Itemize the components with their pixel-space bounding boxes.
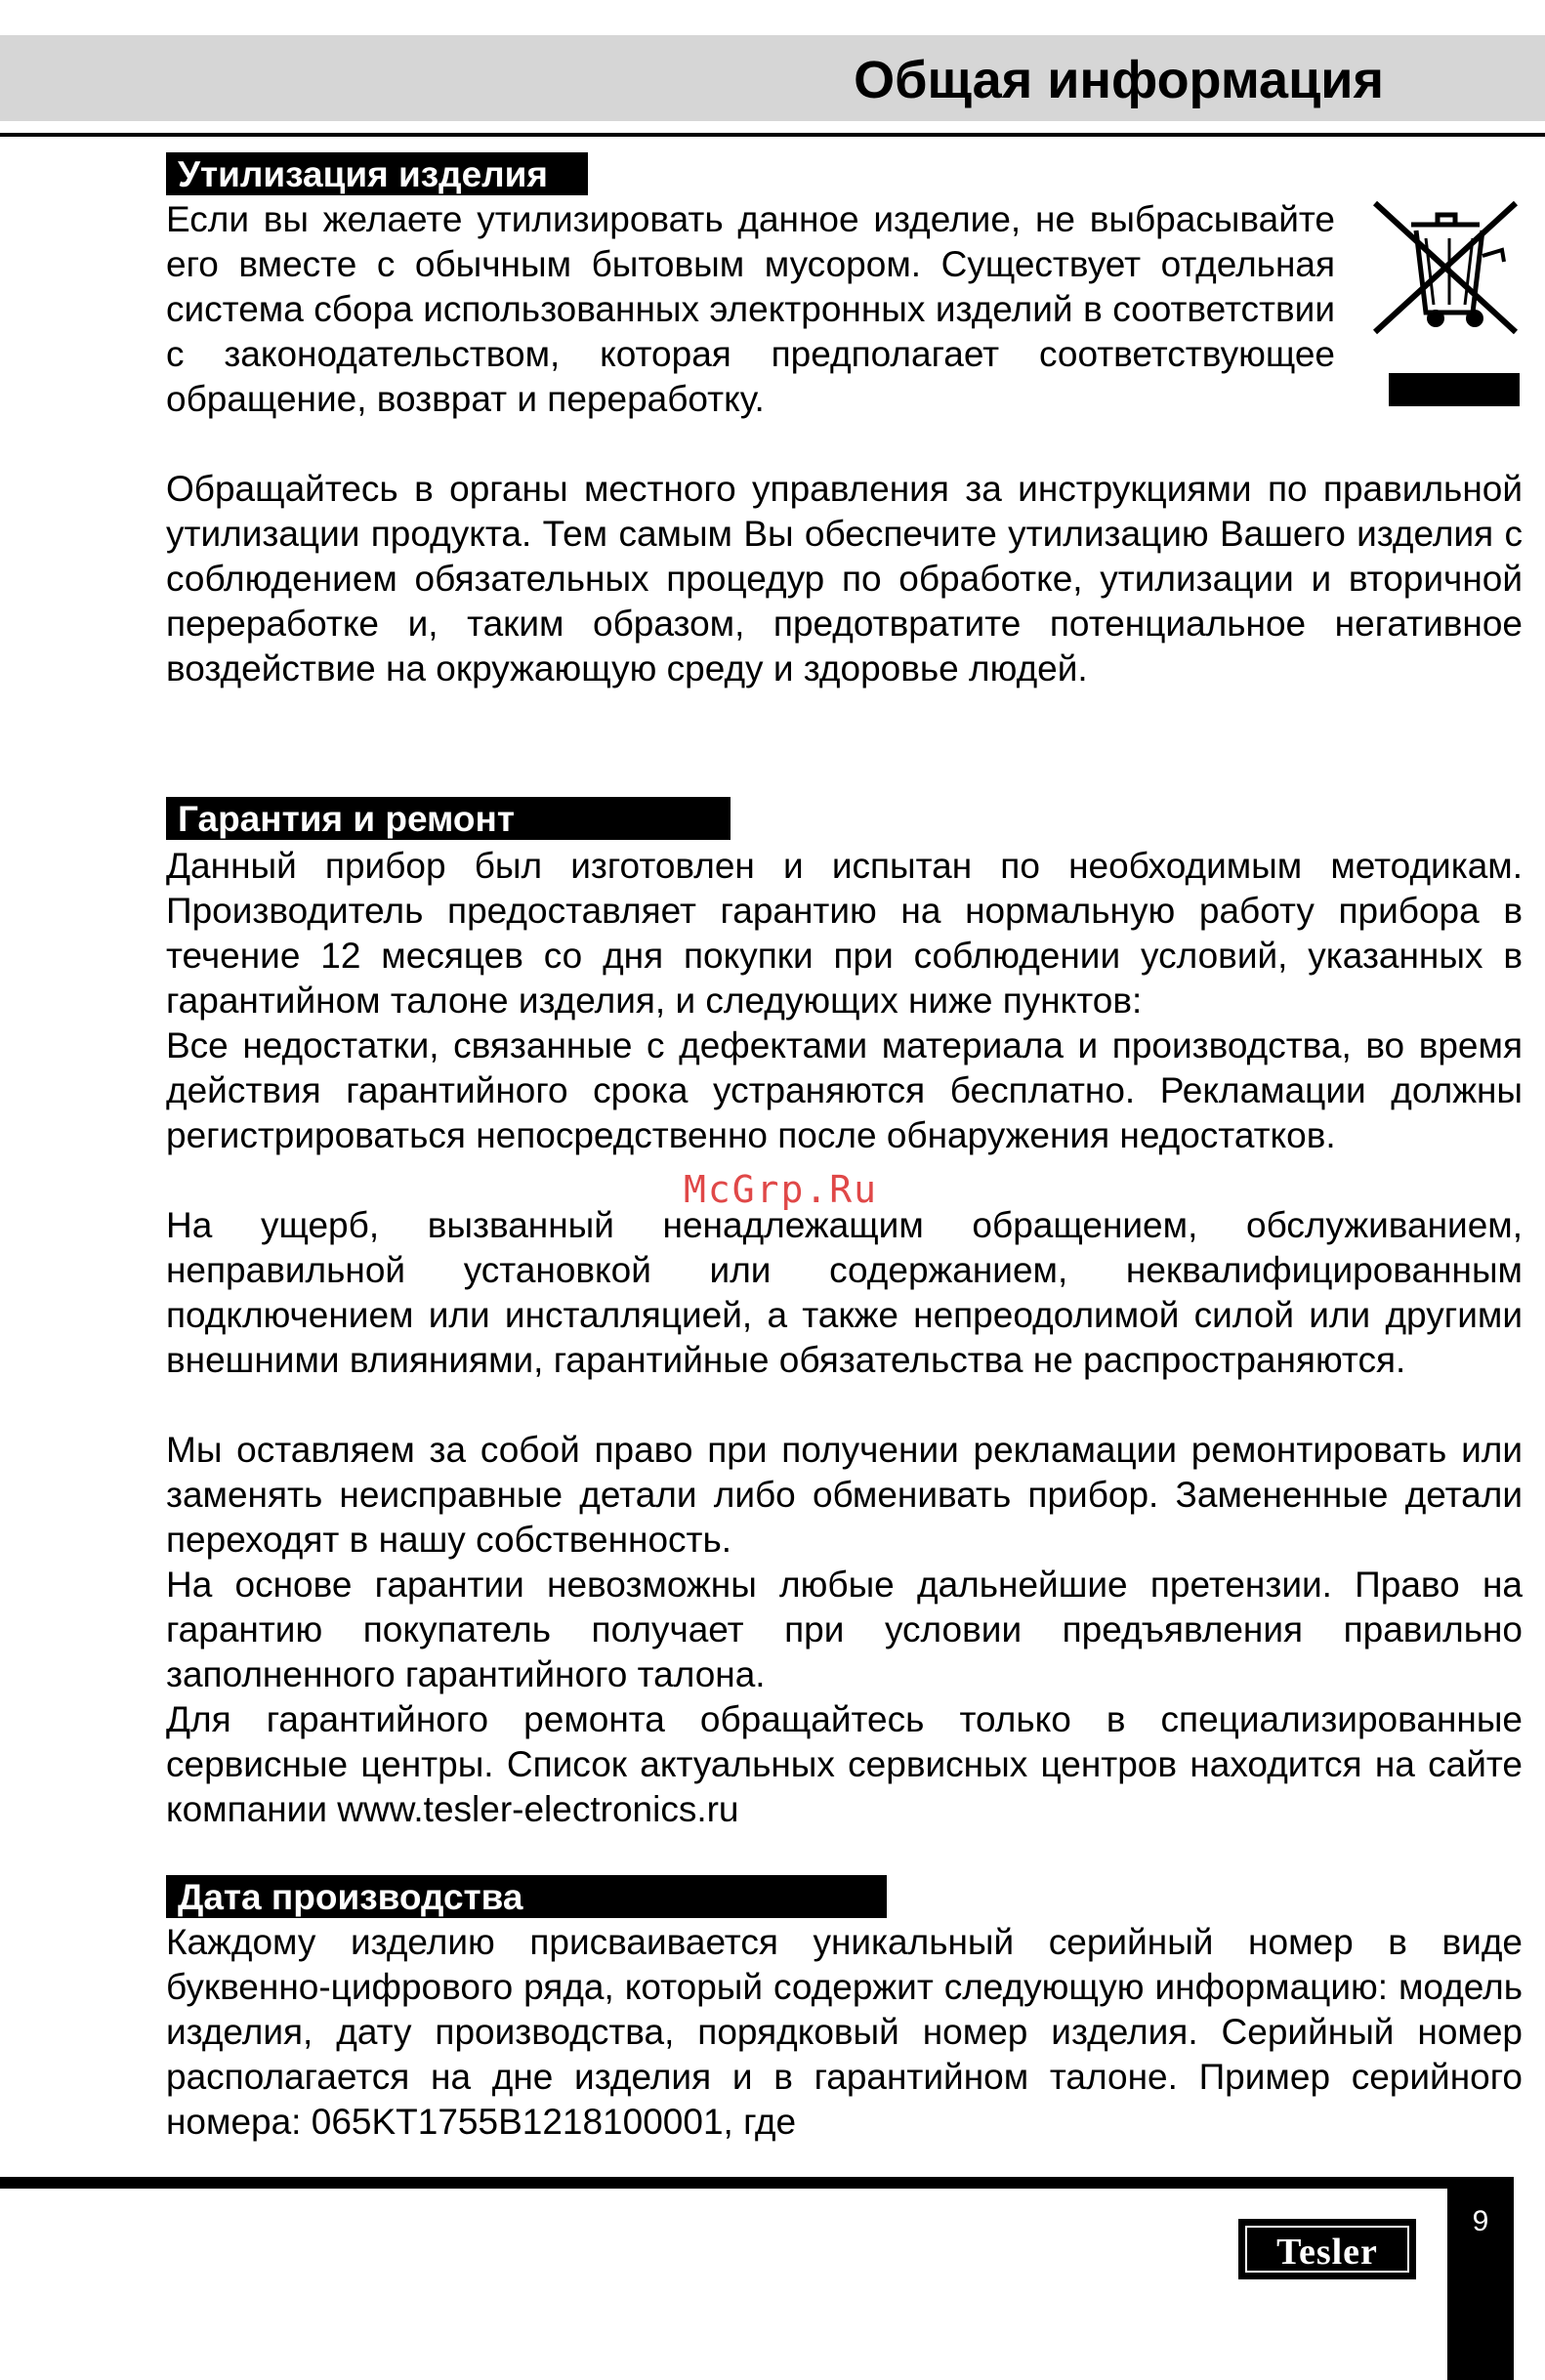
warranty-paragraph-3: На ущерб, вызванный ненадлежащим обращением, обслуживанием, неправильной установкой или содержанием, неквалифицированным подключением или инсталляцией, а также непреодолимой силой или другими внешними влияниями, гарантийные обязательства не распространяются. [166,1205,1523,1380]
production-date-paragraph: Каждому изделию присваивается уникальный серийный номер в виде буквенно-цифрового ряда, который содержит следующую информацию: модель изделия, дату производства, порядковый номер изделия. Серийный номер располагается на дне изделия и в гарантийном талоне. Пример серийного номера: 065KT1755B1218100001, где [166,1922,1523,2142]
header-divider [0,133,1545,137]
section-heading-disposal: Утилизация изделия [166,152,588,195]
crossed-out-wheelie-bin-icon [1367,195,1524,340]
section-heading-production-date: Дата производства [166,1875,887,1918]
disposal-paragraph-1: Если вы желаете утилизировать данное изделие, не выбрасывайте его вместе с обычным бытовым мусором. Существует отдельная система сбора использованных электронных изделий в соответствии с законодательством, которая предполагает соответствующее обращение, возврат и переработку. [166,199,1335,419]
warranty-paragraph-5: На основе гарантии невозможны любые дальнейшие претензии. Право на гарантию покупатель получает при условии предъявления правильно заполненного гарантийного талона. [166,1565,1523,1694]
section-heading-warranty: Гарантия и ремонт [166,797,731,840]
tesler-logo [1238,2219,1416,2279]
tesler-logo-text: Tesler [1245,2226,1409,2273]
footer-divider [0,2177,1447,2189]
warranty-paragraph-6: Для гарантийного ремонта обращайтесь только в специализированные сервисные центры. Список актуальных сервисных центров находится на сайте компании www.tesler-electronics.ru [166,1699,1523,1829]
page-title: Общая информация [854,51,1384,109]
watermark: McGrp.Ru [684,1168,879,1211]
disposal-paragraph-2: Обращайтесь в органы местного управления за инструкциями по правильной утилизации продукта. Тем самым Вы обеспечите утилизацию Вашего изделия с соблюдением обязательных процедур по обработке, утилизации и вторичной переработке и, таким образом, предотвратите потенциальное негативное воздействие на окружающую среду и здоровье людей. [166,469,1523,689]
warranty-paragraph-1: Данный прибор был изготовлен и испытан по необходимым методикам. Производитель предоставляет гарантию на нормальную работу прибора в течение 12 месяцев со дня покупки при соблюдении условий, указанных в гарантийном талоне изделия, и следующих ниже пунктов: [166,846,1523,1021]
warranty-paragraph-4: Мы оставляем за собой право при получении рекламации ремонтировать или заменять неисправные детали либо обменивать прибор. Замененные детали переходят в нашу собственность. [166,1430,1523,1560]
recycle-underline-bar [1389,373,1520,406]
page-number: 9 [1472,2205,1489,2237]
warranty-paragraph-2: Все недостатки, связанные с дефектами материала и производства, во время действия гарантийного срока устраняются бесплатно. Рекламации должны регистрироваться непосредственно после обнаружения недостатков. [166,1025,1523,1155]
